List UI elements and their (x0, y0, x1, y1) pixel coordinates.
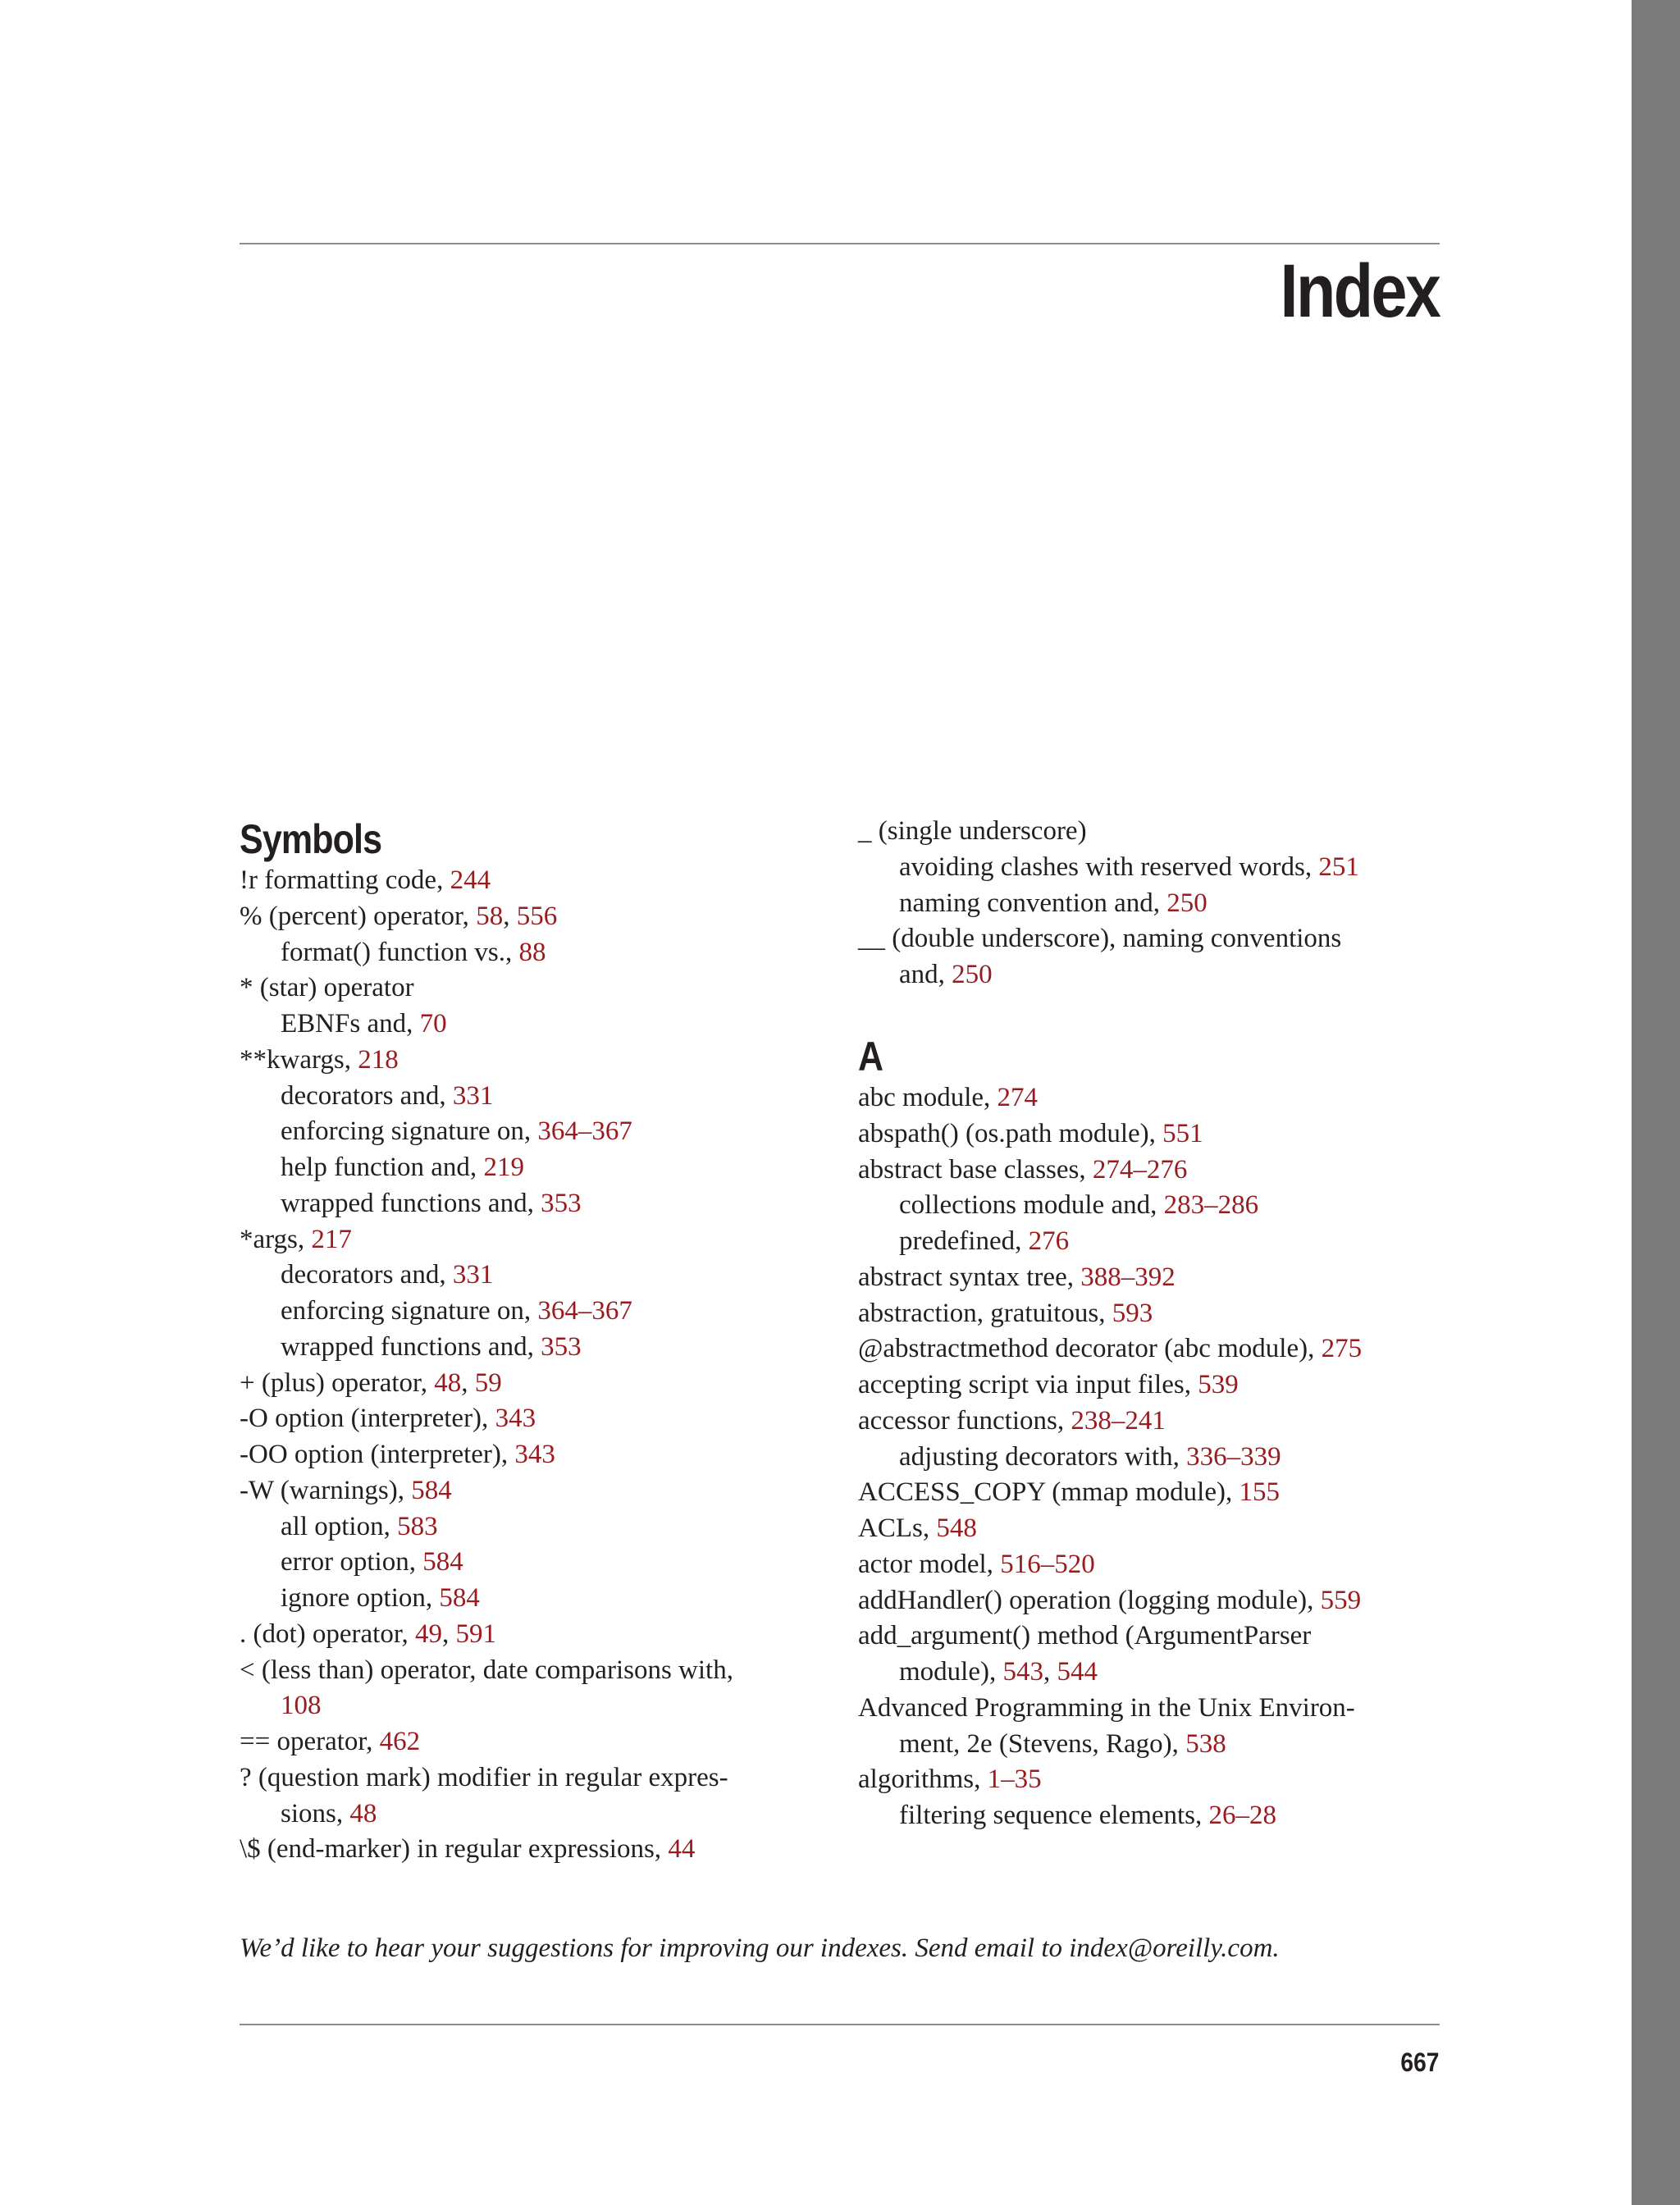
page-reference-link[interactable]: 591 (455, 1618, 497, 1649)
index-entry: . (dot) operator, 49, 591 (240, 1618, 497, 1649)
index-term: ment, 2e (Stevens, Rago), (899, 1728, 1186, 1759)
index-entry (858, 1367, 1440, 1404)
index-term: accessor functions, (858, 1405, 1071, 1436)
index-entry (240, 1760, 830, 1796)
index-term: == operator, (240, 1727, 380, 1756)
page-reference-link[interactable]: 593 (1112, 1298, 1153, 1328)
index-term: *args, (240, 1224, 312, 1254)
page-reference-link[interactable]: 336–339 (1186, 1441, 1281, 1472)
index-entry (858, 921, 1440, 957)
index-term: __ (double underscore), naming conventions (858, 924, 1342, 954)
index-entry (858, 1691, 1440, 1727)
page-reference-link[interactable]: 58 (476, 901, 504, 931)
page-reference-link[interactable]: 548 (936, 1513, 977, 1543)
index-entry (858, 1475, 1440, 1511)
index-entry (858, 814, 1440, 850)
page-reference-link[interactable]: 26–28 (1208, 1801, 1277, 1830)
index-term: error option, (281, 1547, 423, 1577)
index-entry (858, 1762, 1440, 1798)
page-reference-link[interactable]: 516–520 (1000, 1549, 1095, 1579)
index-entries (240, 863, 830, 1868)
page-reference-link[interactable]: 48 (434, 1367, 462, 1398)
index-subentry (240, 1294, 830, 1330)
index-entries (858, 1080, 1440, 1834)
chapter-title: Index (1280, 249, 1439, 333)
page-number: 667 (1400, 2048, 1439, 2077)
page-reference-link[interactable]: 544 (1057, 1657, 1098, 1687)
page-reference-link[interactable]: 251 (1318, 851, 1359, 882)
index-entry (858, 1547, 1440, 1583)
index-term: help function and, (281, 1153, 484, 1182)
page-reference-link[interactable]: 583 (397, 1511, 438, 1541)
index-entry-continuation (858, 957, 1440, 993)
index-subentry (240, 1545, 830, 1581)
index-term: filtering sequence elements, (899, 1801, 1209, 1830)
page-reference-link[interactable]: 275 (1321, 1334, 1363, 1364)
index-term: predefined, (899, 1226, 1029, 1256)
index-term: add_argument() method (ArgumentParser (858, 1621, 1312, 1651)
index-entry: % (percent) operator, 58, 556 (240, 901, 558, 931)
index-entry (240, 970, 830, 1007)
index-term: + (plus) operator, (240, 1367, 435, 1398)
index-term: abstract base classes, (858, 1154, 1093, 1185)
index-subentry (240, 1007, 830, 1043)
index-subentry (858, 1224, 1440, 1260)
index-term: abspath() (os.path module), (858, 1118, 1163, 1148)
section-heading: A (858, 1034, 883, 1080)
index-entry (858, 1153, 1440, 1189)
page-reference-link[interactable]: 364–367 (537, 1116, 632, 1147)
index-term: format() function vs., (281, 937, 519, 967)
page-reference-link[interactable]: 556 (516, 901, 558, 931)
index-term: -W (warnings), (240, 1475, 412, 1505)
index-term: actor model, (858, 1549, 1001, 1579)
index-term: abstract syntax tree, (858, 1262, 1081, 1292)
index-term: . (dot) operator, (240, 1618, 416, 1649)
index-term: _ (single underscore) (858, 816, 1087, 846)
index-entry-continuation: module), 543, 544 (899, 1657, 1098, 1687)
page-reference-link[interactable]: 331 (452, 1080, 494, 1111)
index-term: sions, (281, 1798, 350, 1828)
index-term: -O option (interpreter), (240, 1404, 495, 1434)
index-entry (858, 1618, 1440, 1655)
page-reference-link[interactable]: 217 (311, 1224, 352, 1254)
page-reference-link[interactable]: 343 (495, 1404, 536, 1434)
index-subentry (240, 1258, 830, 1294)
index-term: addHandler() operation (logging module), (858, 1585, 1321, 1615)
page-reference-link[interactable]: 219 (483, 1153, 524, 1182)
index-term: naming convention and, (899, 888, 1167, 918)
index-entry-continuation (240, 1688, 830, 1724)
index-term: !r formatting code, (240, 865, 450, 895)
page-reference-link[interactable]: 584 (411, 1475, 452, 1505)
index-entry (240, 1043, 830, 1079)
page-reference-link[interactable]: 48 (349, 1798, 377, 1828)
page-reference-link[interactable]: 539 (1198, 1370, 1239, 1399)
page-reference-link[interactable]: 88 (518, 937, 546, 967)
footer-note: We’d like to hear your suggestions for improving our indexes. Send email to index@oreilly.com. (240, 1933, 1280, 1963)
page-reference-link[interactable]: 584 (422, 1547, 463, 1577)
page-reference-link[interactable]: 364–367 (537, 1296, 632, 1326)
page-reference-link[interactable]: 353 (541, 1331, 582, 1362)
section-heading: Symbols (240, 816, 382, 862)
index-entry (858, 1511, 1440, 1547)
index-entry (858, 1260, 1440, 1296)
page-edge-tab (1632, 0, 1680, 2205)
page-reference-link[interactable]: 462 (379, 1727, 421, 1756)
index-term: avoiding clashes with reserved words, (899, 851, 1319, 882)
page-reference-link[interactable]: 244 (450, 865, 491, 895)
top-rule (240, 243, 1440, 244)
index-term: accepting script via input files, (858, 1370, 1198, 1399)
index-term: abc module, (858, 1083, 998, 1112)
index-term: collections module and, (899, 1190, 1164, 1221)
page-reference-link[interactable]: 353 (541, 1188, 582, 1218)
index-term: enforcing signature on, (281, 1116, 538, 1147)
index-term: wrapped functions and, (281, 1331, 541, 1362)
page-reference-link[interactable]: 551 (1162, 1118, 1203, 1148)
index-term: **kwargs, (240, 1044, 358, 1075)
index-subentry (240, 1581, 830, 1617)
index-entry (240, 1222, 830, 1258)
index-entry (240, 1401, 830, 1437)
index-entry: + (plus) operator, 48, 59 (240, 1367, 502, 1398)
index-entry-continuation (240, 1796, 830, 1833)
index-term: -OO option (interpreter), (240, 1440, 515, 1469)
index-subentry (858, 850, 1440, 886)
index-term: ACCESS_COPY (mmap module), (858, 1477, 1239, 1508)
page-reference-link[interactable]: 250 (952, 960, 993, 989)
index-term: ignore option, (281, 1583, 440, 1613)
index-term: ACLs, (858, 1513, 937, 1543)
index-term: decorators and, (281, 1260, 453, 1290)
page-reference-link[interactable]: 155 (1239, 1477, 1280, 1508)
index-entry (858, 1296, 1440, 1332)
page-reference-link[interactable]: 584 (439, 1583, 480, 1613)
index-term: EBNFs and, (281, 1009, 420, 1039)
index-term: and, (899, 960, 952, 989)
page-reference-link[interactable]: 538 (1185, 1728, 1226, 1759)
index-term: algorithms, (858, 1764, 988, 1795)
index-entry (858, 1404, 1440, 1440)
index-subentry (240, 1114, 830, 1150)
page-reference-link[interactable]: 543 (1002, 1657, 1043, 1687)
index-entries (858, 814, 1440, 993)
page-reference-link[interactable]: 108 (281, 1691, 322, 1721)
index-subentry (858, 886, 1440, 922)
index-entry (858, 1331, 1440, 1367)
index-term: \$ (end-marker) in regular expressions, (240, 1834, 669, 1865)
index-term: ? (question mark) modifier in regular expres- (240, 1762, 728, 1792)
index-term: * (star) operator (240, 973, 414, 1003)
page-reference-link[interactable]: 276 (1028, 1226, 1070, 1256)
page-reference-link[interactable]: 59 (474, 1367, 502, 1398)
index-subentry (240, 1079, 830, 1115)
page-reference-link[interactable]: 250 (1166, 888, 1208, 918)
page-reference-link[interactable]: 44 (668, 1834, 696, 1865)
index-subentry (240, 935, 830, 971)
index-term: abstraction, gratuitous, (858, 1298, 1112, 1328)
page-reference-link[interactable]: 274–276 (1092, 1154, 1188, 1185)
page-reference-link[interactable]: 238–241 (1071, 1405, 1166, 1436)
page-reference-link[interactable]: 331 (452, 1260, 494, 1290)
index-term: < (less than) operator, date comparisons with, (240, 1655, 733, 1685)
page-reference-link[interactable]: 218 (358, 1044, 399, 1075)
index-entry (858, 1080, 1440, 1116)
index-entry-continuation (858, 1727, 1440, 1763)
index-term: adjusting decorators with, (899, 1441, 1187, 1472)
bottom-rule (240, 2024, 1440, 2025)
index-entry (240, 1832, 830, 1868)
page-reference-link[interactable]: 1–35 (987, 1764, 1042, 1795)
page-reference-link[interactable]: 388–392 (1080, 1262, 1176, 1292)
page-reference-link[interactable]: 70 (419, 1009, 447, 1039)
index-subentry (240, 1150, 830, 1186)
index-entry (858, 1116, 1440, 1153)
index-entry (240, 863, 830, 899)
index-section-underscore (858, 814, 1440, 993)
index-entry (240, 1724, 830, 1760)
index-section-symbols (240, 815, 830, 1868)
index-term: Advanced Programming in the Unix Environ- (858, 1692, 1355, 1723)
index-subentry (858, 1798, 1440, 1834)
index-entry (240, 1653, 830, 1689)
index-section-a (858, 1033, 1440, 1834)
index-subentry (858, 1188, 1440, 1224)
page-reference-link[interactable]: 343 (514, 1440, 555, 1469)
index-term: enforcing signature on, (281, 1296, 538, 1326)
index-subentry (240, 1509, 830, 1545)
index-entry (240, 1473, 830, 1509)
page-reference-link[interactable]: 49 (415, 1618, 443, 1649)
page-reference-link[interactable]: 274 (997, 1083, 1039, 1112)
index-subentry (240, 1186, 830, 1222)
index-term: wrapped functions and, (281, 1188, 541, 1218)
index-subentry (858, 1440, 1440, 1476)
index-entry (240, 1437, 830, 1473)
index-term: module), (899, 1657, 1003, 1687)
index-term: % (percent) operator, (240, 901, 477, 931)
index-term: decorators and, (281, 1080, 453, 1111)
page-reference-link[interactable]: 283–286 (1163, 1190, 1259, 1221)
index-subentry (240, 1330, 830, 1366)
index-term: @abstractmethod decorator (abc module), (858, 1334, 1322, 1364)
page-reference-link[interactable]: 559 (1320, 1585, 1362, 1615)
index-term: all option, (281, 1511, 398, 1541)
index-entry (858, 1583, 1440, 1619)
